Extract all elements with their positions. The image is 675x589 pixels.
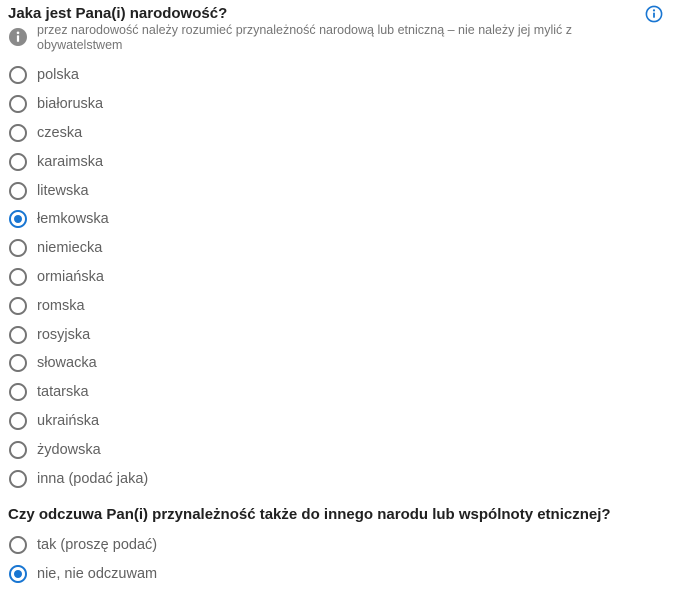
radio-option[interactable] (9, 234, 148, 263)
radio-option[interactable] (9, 90, 148, 119)
info-filled-icon (8, 27, 28, 47)
radio-option-label: słowacka (37, 355, 97, 372)
hint-text: przez narodowość należy rozumieć przynależność narodową lub etniczną – nie należy jej mylić z obywatelstwem (37, 23, 572, 52)
radio-option[interactable] (9, 560, 157, 589)
radio-option-label: białoruska (37, 96, 104, 113)
radio-option-label: żydowska (37, 441, 101, 458)
radio-option[interactable] (9, 61, 148, 90)
radio-option-label: nie, nie odczuwam (37, 566, 158, 583)
radio-option-label: litewska (37, 182, 89, 199)
radio-option[interactable] (9, 119, 148, 148)
radio-option[interactable] (9, 263, 148, 292)
radio-unchecked-icon[interactable] (9, 441, 27, 459)
radio-option-label: inna (podać jaka) (37, 470, 149, 487)
radio-option-label: ormiańska (37, 268, 104, 285)
radio-unchecked-icon[interactable] (9, 297, 27, 315)
radio-option-label: łemkowska (37, 211, 109, 228)
radio-unchecked-icon[interactable] (9, 536, 27, 554)
radio-option[interactable] (9, 378, 148, 407)
radio-unchecked-icon[interactable] (9, 95, 27, 113)
radio-unchecked-icon[interactable] (9, 326, 27, 344)
radio-unchecked-icon[interactable] (9, 153, 27, 171)
radio-option-label: tak (proszę podać) (37, 537, 158, 554)
radio-unchecked-icon[interactable] (9, 239, 27, 257)
radio-checked-icon[interactable] (9, 565, 27, 583)
radio-option-label: tatarska (37, 384, 89, 401)
radio-unchecked-icon[interactable] (9, 354, 27, 372)
radio-option-label: niemiecka (37, 240, 103, 257)
radio-option[interactable] (9, 349, 148, 378)
radio-option-label: polska (37, 67, 79, 84)
radio-option-label: czeska (37, 124, 83, 141)
radio-unchecked-icon[interactable] (9, 182, 27, 200)
radio-unchecked-icon[interactable] (9, 66, 27, 84)
radio-option[interactable] (9, 205, 148, 234)
radio-option-label: romska (37, 297, 85, 314)
radio-option-label: rosyjska (37, 326, 91, 343)
question-title-nationality: Jaka jest Pana(i) narodowość? (8, 5, 228, 22)
radio-option[interactable] (9, 464, 148, 493)
info-circle-icon[interactable] (645, 5, 663, 23)
radio-option-label: karaimska (37, 153, 104, 170)
radio-option[interactable] (9, 435, 148, 464)
radio-option-label: ukraińska (37, 412, 100, 429)
radio-unchecked-icon[interactable] (9, 383, 27, 401)
radio-option[interactable] (9, 320, 148, 349)
radio-option[interactable] (9, 531, 157, 560)
radio-option[interactable] (9, 291, 148, 320)
radio-option[interactable] (9, 147, 148, 176)
radio-unchecked-icon[interactable] (9, 268, 27, 286)
question-hint (8, 23, 648, 53)
radio-option[interactable] (9, 407, 148, 436)
radio-unchecked-icon[interactable] (9, 124, 27, 142)
other-nationality-options (9, 531, 157, 589)
question-title-other-nationality: Czy odczuwa Pan(i) przynależność także do innego narodu lub wspólnoty etnicznej? (8, 506, 611, 523)
radio-unchecked-icon[interactable] (9, 412, 27, 430)
radio-checked-icon[interactable] (9, 210, 27, 228)
nationality-options (9, 61, 148, 493)
radio-option[interactable] (9, 176, 148, 205)
radio-unchecked-icon[interactable] (9, 470, 27, 488)
